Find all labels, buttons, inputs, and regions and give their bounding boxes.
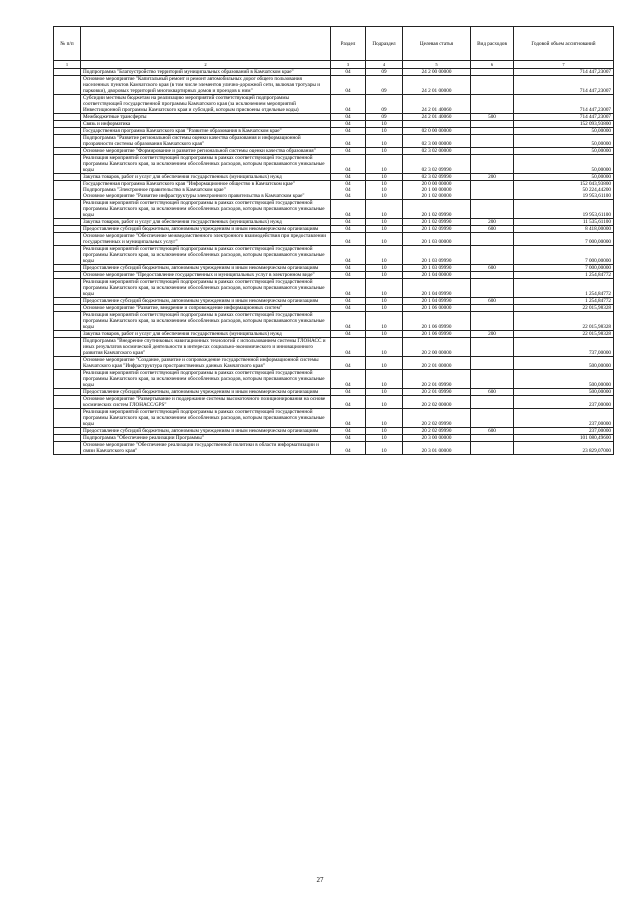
- cell-section: 04: [331, 357, 366, 370]
- cell-name: Закупка товаров, работ и услуг для обеспечения государственных (муниципальных) нужд: [81, 174, 331, 181]
- cell-num: [54, 233, 81, 246]
- cell-subsection: 10: [366, 121, 403, 128]
- cell-num: [54, 312, 81, 331]
- cell-expense: [471, 409, 514, 428]
- cell-num: [54, 135, 81, 148]
- cell-amount: 1 254,84772: [514, 272, 614, 279]
- table-row: [54, 370, 614, 389]
- cell-name: Подпрограмма "Развитие региональной системы оценки качества образования и информационной прозрачности системы образования Камчатского края": [81, 135, 331, 148]
- cell-name: Предоставление субсидий бюджетным, автономным учреждениям и иным некоммерческим организациям: [81, 389, 331, 396]
- cell-target: 20 3 01 00000: [403, 442, 471, 455]
- cell-expense: [471, 95, 514, 114]
- cell-amount: 50,00000: [514, 135, 614, 148]
- table-row: [54, 148, 614, 155]
- cell-section: 04: [331, 279, 366, 298]
- cell-amount: 7 000,00000: [514, 246, 614, 265]
- cell-expense: [471, 135, 514, 148]
- cell-amount: 500,00000: [514, 357, 614, 370]
- cell-expense: [471, 305, 514, 312]
- cell-amount: 50,00000: [514, 148, 614, 155]
- cell-expense: 500: [471, 114, 514, 121]
- cell-num: [54, 114, 81, 121]
- cell-amount: 737,00000: [514, 338, 614, 357]
- cell-section: 04: [331, 442, 366, 455]
- table-row: [54, 121, 614, 128]
- cell-name: Межбюджетные трансферты: [81, 114, 331, 121]
- header-section: Раздел: [331, 27, 366, 61]
- cell-subsection: 10: [366, 331, 403, 338]
- cell-target: 20 1 03 09990: [403, 265, 471, 272]
- cell-num: [54, 200, 81, 219]
- cell-expense: [471, 181, 514, 200]
- cell-num: [54, 338, 81, 357]
- cell-section: 04: [331, 76, 366, 95]
- table-row: [54, 135, 614, 148]
- cell-amount: 152 043,93800 50 224,44200 19 953,61100: [514, 181, 614, 200]
- cell-section: 04: [331, 389, 366, 396]
- cell-num: [54, 181, 81, 200]
- table-row: [54, 200, 614, 219]
- cell-num: [54, 95, 81, 114]
- cell-target: 20 1 06 00000: [403, 305, 471, 312]
- cell-target: 24 2 01 40060: [403, 114, 471, 121]
- cell-section: 04: [331, 135, 366, 148]
- cell-name: Основное мероприятие "Обеспечение реализации государственной политики в области информатизации и связи Камчатского края": [81, 442, 331, 455]
- cell-name: Подпрограмма "Внедрение спутниковых навигационных технологий с использованием системы ГЛОНАСС и иных результатов космической деятельности в интересах социально-экономического и инновационного развития Камчатского края": [81, 338, 331, 357]
- cell-subsection: 09: [366, 95, 403, 114]
- cell-name: Государственная программа Камчатского края "Развитие образования в Камчатском крае": [81, 128, 331, 135]
- table-row: [54, 233, 614, 246]
- cell-subsection: 10 10 10: [366, 181, 403, 200]
- cell-subsection: 10: [366, 338, 403, 357]
- table-row: [54, 95, 614, 114]
- cell-name: Основное мероприятие "Капитальный ремонт и ремонт автомобильных дорог общего пользования населенных пунктов Камчатского края (в том числе элементов улично-дорожной сети, включая тротуары и парковки), дворовых территорий многоквартирных домов и проездов к ним": [81, 76, 331, 95]
- cell-amount: 237,00000: [514, 409, 614, 428]
- cell-subsection: 10: [366, 312, 403, 331]
- cell-section: 04: [331, 272, 366, 279]
- cell-amount: 8 418,00000: [514, 226, 614, 233]
- cell-amount: 50,00000: [514, 128, 614, 135]
- cell-amount: 22 015,98328: [514, 312, 614, 331]
- cell-num: [54, 219, 81, 226]
- cell-expense: [471, 396, 514, 409]
- cell-subsection: 10: [366, 200, 403, 219]
- cell-section: 04: [331, 246, 366, 265]
- cell-num: [54, 174, 81, 181]
- cell-expense: 200: [471, 219, 514, 226]
- cell-amount: 101 080,49600: [514, 435, 614, 442]
- cell-expense: [471, 200, 514, 219]
- cell-subsection: 10: [366, 435, 403, 442]
- cell-amount: 714 447,23007: [514, 95, 614, 114]
- column-number: 7: [514, 61, 614, 69]
- cell-amount: 22 015,98328: [514, 305, 614, 312]
- cell-name: Реализация мероприятий соответствующей подпрограммы в рамках соответствующей государственной программы Камчатского края, за исключением обособленных расходов, которым присваиваются уникальные коды: [81, 409, 331, 428]
- cell-section: 04: [331, 128, 366, 135]
- column-number: 5: [403, 61, 471, 69]
- cell-section: 04: [331, 226, 366, 233]
- cell-target: 02 3 02 09990: [403, 155, 471, 174]
- cell-section: 04: [331, 200, 366, 219]
- cell-amount: 7 000,00000: [514, 233, 614, 246]
- header-name: [81, 27, 331, 61]
- cell-target: 24 2 01 00000: [403, 76, 471, 95]
- cell-target: 20 2 02 00000: [403, 396, 471, 409]
- cell-expense: [471, 312, 514, 331]
- cell-subsection: 10: [366, 219, 403, 226]
- table-row: [54, 428, 614, 435]
- cell-target: 20 1 02 09990: [403, 226, 471, 233]
- column-number: 1: [54, 61, 81, 69]
- cell-num: [54, 226, 81, 233]
- cell-target: 20 1 03 09990: [403, 246, 471, 265]
- cell-subsection: 10: [366, 148, 403, 155]
- table-row: [54, 76, 614, 95]
- cell-amount: 50,00000: [514, 155, 614, 174]
- cell-section: 04: [331, 219, 366, 226]
- cell-amount: 1 254,84772: [514, 298, 614, 305]
- cell-expense: [471, 338, 514, 357]
- cell-name: Подпрограмма "Благоустройство территорий муниципальных образований в Камчатском крае": [81, 69, 331, 76]
- cell-num: [54, 331, 81, 338]
- cell-target: 20 1 04 09990: [403, 298, 471, 305]
- cell-amount: 714 447,23007: [514, 76, 614, 95]
- table-body: [54, 69, 614, 455]
- cell-subsection: 10: [366, 409, 403, 428]
- table-row: [54, 305, 614, 312]
- table-row: [54, 226, 614, 233]
- cell-target: 24 2 00 00000: [403, 69, 471, 76]
- cell-target: 20 1 02 09990: [403, 200, 471, 219]
- cell-subsection: 09: [366, 114, 403, 121]
- cell-num: [54, 396, 81, 409]
- cell-name: Реализация мероприятий соответствующей подпрограммы в рамках соответствующей государственной программы Камчатского края, за исключением обособленных расходов, которым присваиваются уникальные коды: [81, 246, 331, 265]
- cell-target: 02 3 00 00000: [403, 135, 471, 148]
- cell-expense: [471, 155, 514, 174]
- cell-expense: [471, 148, 514, 155]
- cell-subsection: 10: [366, 128, 403, 135]
- cell-amount: 152 093,93800: [514, 121, 614, 128]
- table-row: [54, 246, 614, 265]
- table-row: [54, 272, 614, 279]
- cell-expense: 600: [471, 428, 514, 435]
- cell-expense: 200: [471, 331, 514, 338]
- cell-num: [54, 370, 81, 389]
- cell-expense: [471, 272, 514, 279]
- cell-section: 04: [331, 396, 366, 409]
- cell-name: Основное мероприятие "Развитие, внедрение и сопровождение информационных систем": [81, 305, 331, 312]
- cell-subsection: 10: [366, 298, 403, 305]
- cell-subsection: 10: [366, 226, 403, 233]
- cell-subsection: 10: [366, 442, 403, 455]
- cell-expense: [471, 69, 514, 76]
- cell-amount: 11 535,61100: [514, 219, 614, 226]
- table-row: [54, 331, 614, 338]
- cell-section: 04: [331, 338, 366, 357]
- cell-name: Предоставление субсидий бюджетным, автономным учреждениям и иным некоммерческим организациям: [81, 226, 331, 233]
- cell-amount: 500,00000: [514, 370, 614, 389]
- cell-target: 20 0 00 00000 20 1 00 00000 20 1 02 00000: [403, 181, 471, 200]
- header-expense: Вид расходов: [471, 27, 514, 61]
- cell-expense: [471, 233, 514, 246]
- column-number: 6: [471, 61, 514, 69]
- header-amount: Годовой объем ассигнований: [514, 27, 614, 61]
- cell-subsection: 10: [366, 428, 403, 435]
- cell-amount: 19 953,61100: [514, 200, 614, 219]
- cell-amount: 1 254,84772: [514, 279, 614, 298]
- cell-subsection: 10: [366, 246, 403, 265]
- table-row: [54, 389, 614, 396]
- cell-num: [54, 389, 81, 396]
- cell-expense: [471, 435, 514, 442]
- cell-amount: 23 829,07000: [514, 442, 614, 455]
- cell-amount: 7 000,00000: [514, 265, 614, 272]
- cell-section: 04 04 04: [331, 181, 366, 200]
- cell-subsection: 10: [366, 174, 403, 181]
- table-row: [54, 338, 614, 357]
- cell-num: [54, 305, 81, 312]
- table-row: [54, 69, 614, 76]
- table-row: [54, 219, 614, 226]
- cell-subsection: 10: [366, 396, 403, 409]
- cell-name: Реализация мероприятий соответствующей подпрограммы в рамках соответствующей государственной программы Камчатского края, за исключением обособленных расходов, которым присваиваются уникальные коды: [81, 370, 331, 389]
- cell-target: 20 3 00 00000: [403, 435, 471, 442]
- table-row: [54, 442, 614, 455]
- cell-expense: [471, 357, 514, 370]
- cell-num: [54, 69, 81, 76]
- cell-target: 20 2 01 00000: [403, 357, 471, 370]
- cell-amount: 714 447,23007: [514, 114, 614, 121]
- cell-name: Реализация мероприятий соответствующей подпрограммы в рамках соответствующей государственной программы Камчатского края, за исключением обособленных расходов, которым присваиваются уникальные коды: [81, 200, 331, 219]
- cell-expense: 600: [471, 389, 514, 396]
- cell-expense: 600: [471, 226, 514, 233]
- cell-num: [54, 442, 81, 455]
- cell-target: 24 2 01 40060: [403, 95, 471, 114]
- cell-section: 04: [331, 69, 366, 76]
- table-row: [54, 298, 614, 305]
- table-row: [54, 155, 614, 174]
- cell-expense: 600: [471, 298, 514, 305]
- cell-name: Основное мероприятие "Обеспечение межведомственного электронного взаимодействия при предоставлении государственных и муниципальных услуг": [81, 233, 331, 246]
- cell-expense: [471, 442, 514, 455]
- cell-num: [54, 121, 81, 128]
- table-row: [54, 181, 614, 200]
- cell-section: 04: [331, 114, 366, 121]
- cell-name: Субсидии местным бюджетам на реализацию мероприятий соответствующей подпрограммы соответствующей государственной программы Камчатского края (за исключением мероприятий Инвестиционной программы Камчатского края и субсидий, которым присвоены отдельные коды): [81, 95, 331, 114]
- page-number: 27: [316, 876, 324, 884]
- cell-expense: 200: [471, 174, 514, 181]
- cell-num: [54, 435, 81, 442]
- cell-section: 04: [331, 233, 366, 246]
- cell-num: [54, 148, 81, 155]
- cell-subsection: 10: [366, 272, 403, 279]
- cell-amount: 22 015,98328: [514, 331, 614, 338]
- cell-target: 02 3 02 00000: [403, 148, 471, 155]
- column-number: 2: [81, 61, 331, 69]
- cell-num: [54, 128, 81, 135]
- cell-subsection: 10: [366, 370, 403, 389]
- cell-target: 02 0 00 00000: [403, 128, 471, 135]
- cell-subsection: 10: [366, 265, 403, 272]
- cell-num: [54, 76, 81, 95]
- table-row: [54, 435, 614, 442]
- cell-section: 04: [331, 174, 366, 181]
- cell-name: Основное мероприятие "Развертывание и поддержание системы высокоточного позиционирования на основе космических систем ГЛОНАСС/GPS": [81, 396, 331, 409]
- column-number: 3: [331, 61, 366, 69]
- cell-section: 04: [331, 265, 366, 272]
- cell-name: Реализация мероприятий соответствующей подпрограммы в рамках соответствующей государственной программы Камчатского края, за исключением обособленных расходов, которым присваиваются уникальные коды: [81, 279, 331, 298]
- cell-section: 04: [331, 298, 366, 305]
- cell-num: [54, 428, 81, 435]
- cell-num: [54, 298, 81, 305]
- table-row: [54, 396, 614, 409]
- cell-amount: 50,00000: [514, 174, 614, 181]
- cell-target: 20 1 02 09990: [403, 219, 471, 226]
- cell-subsection: 10: [366, 279, 403, 298]
- cell-amount: 714 447,23007: [514, 69, 614, 76]
- cell-num: [54, 357, 81, 370]
- cell-target: 20 1 04 00000: [403, 272, 471, 279]
- cell-name: Предоставление субсидий бюджетным, автономным учреждениям и иным некоммерческим организациям: [81, 265, 331, 272]
- cell-expense: 600: [471, 265, 514, 272]
- cell-subsection: 10: [366, 305, 403, 312]
- table-row: [54, 312, 614, 331]
- cell-name: Основное мероприятие "Создание, развитие и сопровождение государственной информационной системы Камчатского края "Инфраструктура пространственных данных Камчатского края": [81, 357, 331, 370]
- table-row: [54, 409, 614, 428]
- header-target: Целевая статья: [403, 27, 471, 61]
- table-row: [54, 128, 614, 135]
- table-row: [54, 265, 614, 272]
- table-row: [54, 279, 614, 298]
- cell-target: 20 2 00 00000: [403, 338, 471, 357]
- cell-subsection: 10: [366, 389, 403, 396]
- table-row: [54, 174, 614, 181]
- cell-expense: [471, 76, 514, 95]
- cell-expense: [471, 121, 514, 128]
- cell-num: [54, 272, 81, 279]
- cell-section: 04: [331, 370, 366, 389]
- cell-name: Предоставление субсидий бюджетным, автономным учреждениям и иным некоммерческим организациям: [81, 428, 331, 435]
- cell-section: 04: [331, 121, 366, 128]
- cell-name: Реализация мероприятий соответствующей подпрограммы в рамках соответствующей государственной программы Камчатского края, за исключением обособленных расходов, которым присваиваются уникальные коды: [81, 312, 331, 331]
- cell-target: 20 2 01 09990: [403, 389, 471, 396]
- table-row: [54, 357, 614, 370]
- cell-section: 04: [331, 331, 366, 338]
- cell-section: 04: [331, 95, 366, 114]
- cell-name: Предоставление субсидий бюджетным, автономным учреждениям и иным некоммерческим организациям: [81, 298, 331, 305]
- header-subsection: Подраздел: [366, 27, 403, 61]
- cell-target: 20 1 04 09990: [403, 279, 471, 298]
- cell-section: 04: [331, 312, 366, 331]
- cell-amount: 500,00000: [514, 389, 614, 396]
- column-number-row: [54, 61, 614, 69]
- header-num: № п/п: [54, 27, 81, 61]
- cell-target: 20 1 03 00000: [403, 233, 471, 246]
- cell-expense: [471, 279, 514, 298]
- cell-num: [54, 265, 81, 272]
- cell-expense: [471, 370, 514, 389]
- cell-num: [54, 246, 81, 265]
- cell-target: 20 2 01 09990: [403, 370, 471, 389]
- cell-section: 04: [331, 435, 366, 442]
- cell-section: 04: [331, 428, 366, 435]
- cell-subsection: 09: [366, 76, 403, 95]
- cell-num: [54, 279, 81, 298]
- column-number: 4: [366, 61, 403, 69]
- cell-target: 20 1 06 09990: [403, 312, 471, 331]
- cell-subsection: 09: [366, 69, 403, 76]
- cell-name: Реализация мероприятий соответствующей подпрограммы в рамках соответствующей государственной программы Камчатского края, за исключением обособленных расходов, которым присваиваются уникальные коды: [81, 155, 331, 174]
- cell-section: 04: [331, 409, 366, 428]
- cell-target: 20 1 06 09990: [403, 331, 471, 338]
- cell-name: Закупка товаров, работ и услуг для обеспечения государственных (муниципальных) нужд: [81, 331, 331, 338]
- cell-expense: [471, 128, 514, 135]
- cell-target: 20 2 02 09990: [403, 409, 471, 428]
- cell-section: 04: [331, 305, 366, 312]
- cell-amount: 237,00000: [514, 396, 614, 409]
- cell-amount: 237,00000: [514, 428, 614, 435]
- cell-expense: [471, 246, 514, 265]
- cell-name: Закупка товаров, работ и услуг для обеспечения государственных (муниципальных) нужд: [81, 219, 331, 226]
- cell-subsection: 10: [366, 155, 403, 174]
- cell-name: Основное мероприятие "Формирование и развитие региональной системы оценки качества образования": [81, 148, 331, 155]
- cell-section: 04: [331, 155, 366, 174]
- cell-section: 04: [331, 148, 366, 155]
- table-row: [54, 114, 614, 121]
- budget-table: [53, 26, 614, 455]
- cell-target: [403, 121, 471, 128]
- cell-subsection: 10: [366, 135, 403, 148]
- cell-num: [54, 155, 81, 174]
- cell-target: 20 2 02 09990: [403, 428, 471, 435]
- cell-target: 02 3 02 09990: [403, 174, 471, 181]
- cell-num: [54, 409, 81, 428]
- cell-name: Подпрограмма "Обеспечение реализации Программы": [81, 435, 331, 442]
- cell-subsection: 10: [366, 357, 403, 370]
- cell-subsection: 10: [366, 233, 403, 246]
- cell-name: Основное мероприятие "Предоставление государственных и муниципальных услуг в электронном виде": [81, 272, 331, 279]
- cell-name: Государственная программа Камчатского края "Информационное общество в Камчатском крае" Подпрограмма "Электронное правительство в Камчатском крае" Основное мероприятие "Развитие инфраструктуры электронного правительства в Камчатском крае": [81, 181, 331, 200]
- table-header-row: [54, 27, 614, 61]
- cell-name: Связь и информатика: [81, 121, 331, 128]
